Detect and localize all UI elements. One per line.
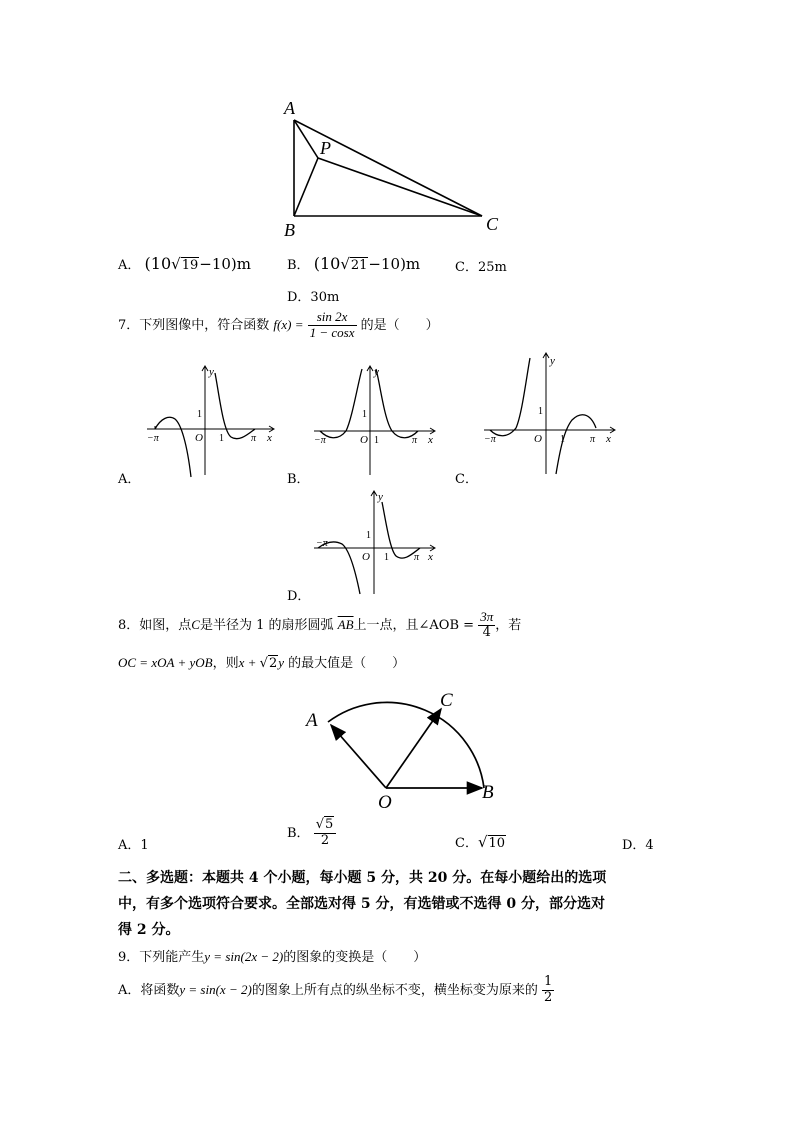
label-B: B <box>482 782 494 803</box>
label-C: C <box>440 690 453 711</box>
q9-option-a[interactable]: A．将函数y = sin(x − 2)的图象上所有点的纵坐标不变，横坐标变为原来的 $\frac{1}{2}$ <box>118 974 553 1005</box>
q7-stem: 7．下列图像中，符合函数 f(x) = $\frac{\sin 2x}{1 - \cos x}$ 的是（ ） <box>118 309 439 340</box>
tick-pi: π <box>412 435 418 446</box>
q8-option-b[interactable]: B． $\frac{√5}{2}$ <box>287 818 336 849</box>
q7-option-a[interactable]: A． <box>118 472 141 487</box>
tick-1y: 1 <box>197 409 202 420</box>
q6-option-c[interactable]: C．25m <box>455 260 507 275</box>
tick-1y: 1 <box>362 409 367 420</box>
graph-c <box>480 350 620 480</box>
q8-option-a[interactable]: A．1 <box>118 838 149 853</box>
y-label: y <box>550 355 555 367</box>
tick-1x: 1 <box>219 433 224 444</box>
label-O: O <box>378 792 392 813</box>
origin-label: O <box>362 551 370 563</box>
tick-1y: 1 <box>366 530 371 541</box>
tick-pi: π <box>590 434 596 445</box>
tick-negpi: −π <box>316 538 328 549</box>
label-C: C <box>486 214 499 234</box>
q7-option-b[interactable]: B． <box>287 472 310 487</box>
q7-fraction: $\frac{\sin 2x}{1 - \cos x}$ <box>309 309 355 340</box>
q7-option-d[interactable]: D． <box>287 589 311 604</box>
graph-d <box>312 488 442 598</box>
label-B: B <box>284 220 295 240</box>
graph-b <box>312 363 442 481</box>
sector-figure <box>300 684 510 814</box>
angle-fraction: $\frac{3\pi}{4}$ <box>480 609 494 640</box>
triangle-figure <box>270 92 520 242</box>
x-label: x <box>267 432 272 444</box>
tick-pi: π <box>414 552 420 563</box>
q6-option-a[interactable]: A． (10√19−10)m <box>118 254 251 273</box>
x-label: x <box>606 433 611 445</box>
tick-negpi: −π <box>484 434 496 445</box>
q8-option-d[interactable]: D．4 <box>622 838 654 853</box>
tick-negpi: −π <box>314 435 326 446</box>
label-A: A <box>284 98 295 118</box>
label-P: P <box>320 138 331 158</box>
q7-option-c[interactable]: C． <box>455 472 478 487</box>
y-label: y <box>374 366 379 378</box>
origin-label: O <box>195 432 203 444</box>
tick-1x: 1 <box>374 435 379 446</box>
graph-a <box>143 363 283 481</box>
section2-heading: 二、多选题：本题共 4 个小题，每小题 5 分，共 20 分。在每小题给出的选项 中，有多个选项符合要求。全部选对得 5 分，有选错或不选得 0 分，部分选对 得 2 分。 <box>118 870 607 938</box>
q6-option-b[interactable]: B． (10√21−10)m <box>287 254 421 273</box>
tick-pi: π <box>251 433 257 444</box>
y-label: y <box>378 491 383 503</box>
q6-option-d[interactable]: D．30m <box>287 290 340 305</box>
y-label: y <box>209 366 214 378</box>
label-A: A <box>306 710 318 731</box>
origin-label: O <box>360 434 368 446</box>
tick-1y: 1 <box>538 406 543 417</box>
x-label: x <box>428 551 433 563</box>
tick-negpi: −π <box>147 433 159 444</box>
origin-label: O <box>534 433 542 445</box>
q8-stem-line2: OC = xOA + yOB，则x + √2y 的最大值是（ ） <box>118 655 406 671</box>
q8-option-c[interactable]: C．√10 <box>455 833 506 851</box>
q9-stem: 9．下列能产生y = sin(2x − 2)的图象的变换是（ ） <box>118 949 427 965</box>
tick-1x: 1 <box>560 434 565 445</box>
tick-1x: 1 <box>384 552 389 563</box>
x-label: x <box>428 434 433 446</box>
q8-stem-line1: 8．如图，点C是半径为 1 的扇形圆弧 $\overline{AB}$上一点，且∠AOB = $\frac{3\pi}{4}$ ，若 <box>118 609 522 640</box>
